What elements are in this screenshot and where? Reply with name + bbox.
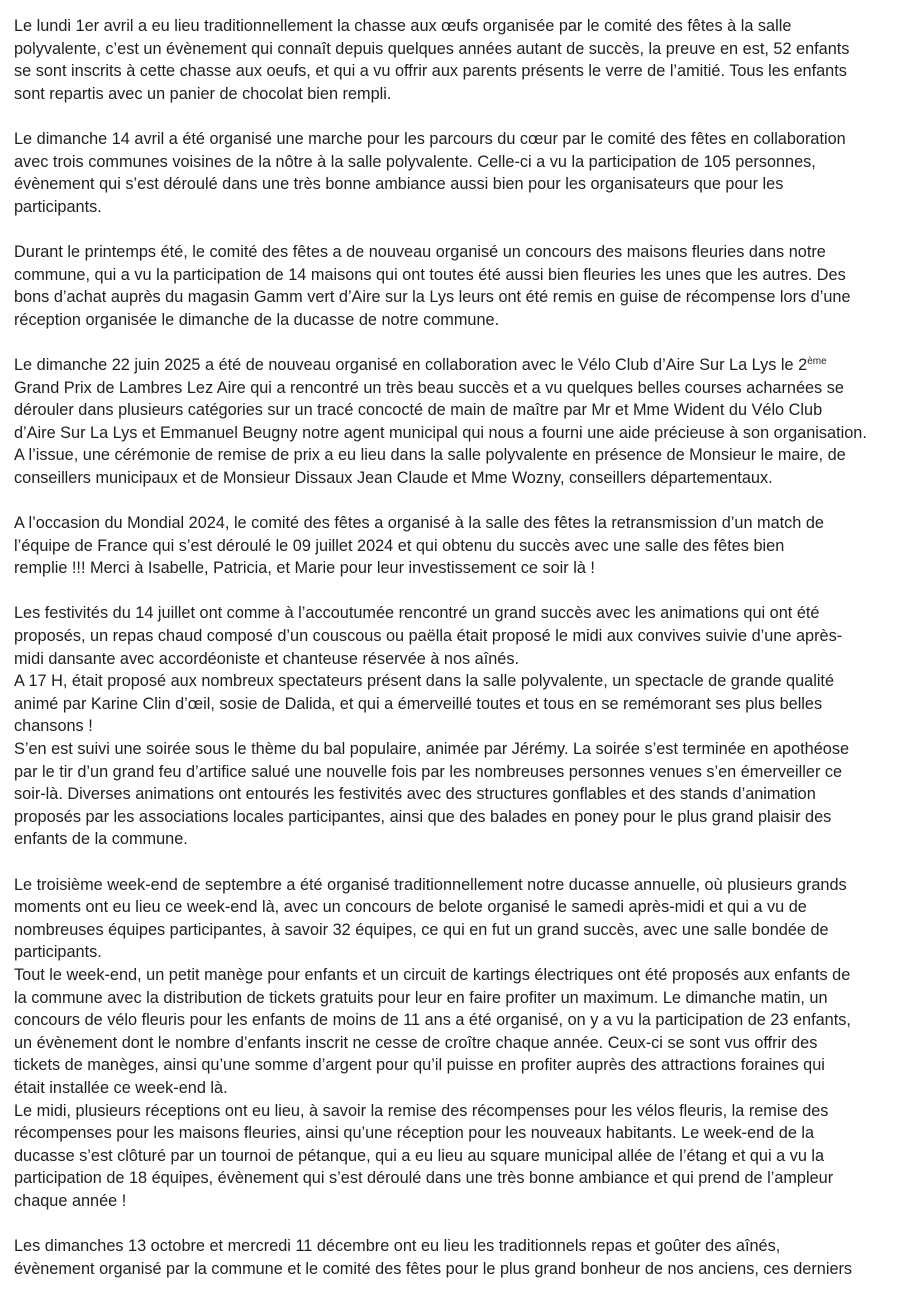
text-line: chaque année !: [14, 1191, 127, 1210]
text-line: Grand Prix de Lambres Lez Aire qui a rencontré un très beau succès et a vu quelques belles courses acharnées se: [14, 378, 844, 397]
text-line: polyvalente, c’est un évènement qui connaît depuis quelques années autant de succès, la preuve en est, 52 enfants: [14, 39, 850, 58]
text-line: A l’occasion du Mondial 2024, le comité des fêtes a organisé à la salle des fêtes la retransmission d’un match de: [14, 514, 824, 533]
text-line: l’équipe de France qui s’est déroulé le 09 juillet 2024 et qui obtenu du succès avec une salle des fêtes bien: [14, 536, 785, 555]
text-line: bons d’achat auprès du magasin Gamm vert d’Aire sur la Lys leurs ont été remis en guise de récompense lors d’une: [14, 288, 851, 307]
text-line: un évènement dont le nombre d’enfants inscrit ne cesse de croître chaque année. Ceux-ci se sont vus offrir des: [14, 1033, 818, 1052]
paragraph-easter-egg-hunt: [14, 0, 894, 105]
paragraph-grand-prix: [14, 354, 894, 490]
text-line: réception organisée le dimanche de la ducasse de notre commune.: [14, 310, 500, 329]
paragraph-mondial: [14, 512, 894, 580]
text-line: animé par Karine Clin d’œil, sosie de Dalida, et qui a émerveillé toutes et tous en se remémorant ses plus belles: [14, 694, 823, 713]
text-line: Le lundi 1er avril a eu lieu traditionnellement la chasse aux œufs organisée par le comité des fêtes à la salle: [14, 17, 792, 35]
paragraph-elders-meals: [14, 1235, 894, 1280]
text-line: remplie !!! Merci à Isabelle, Patricia, et Marie pour leur investissement ce soir là !: [14, 559, 595, 578]
text-line: soir-là. Diverses animations ont entourés les festivités avec des structures gonflables et des stands d’animation: [14, 785, 816, 804]
text-line: évènement qui s’est déroulé dans une très bonne ambiance aussi bien pour les organisateurs que pour les: [14, 175, 784, 194]
text-line: tickets de manèges, ainsi qu’une somme d’argent pour qu’il puisse en profiter auprès des attractions foraines qui: [14, 1056, 825, 1075]
text-line: proposés par les associations locales participantes, ainsi que des balades en poney pour le plus grand plaisir des: [14, 807, 832, 826]
text-line: concours de vélo fleuris pour les enfants de moins de 11 ans a été organisé, on y a vu la participation de 23 enfants,: [14, 1011, 851, 1030]
text-line: participants.: [14, 943, 102, 962]
text-line: A l’issue, une cérémonie de remise de prix a eu lieu dans la salle polyvalente en présence de Monsieur le maire, de: [14, 446, 846, 465]
text-line: récompenses pour les maisons fleuries, ainsi qu’une réception pour les nouveaux habitants. Le week-end de la: [14, 1124, 815, 1143]
text-line: se sont inscrits à cette chasse aux oeufs, et qui a vu offrir aux parents présents le verre de l’amitié. Tous les enfants: [14, 62, 847, 81]
text-line-part: Le dimanche 22 juin 2025 a été de nouveau organisé en collaboration avec le Vélo Club d’Aire Sur La Lys le 2: [14, 355, 808, 374]
ordinal-superscript: ème: [807, 355, 827, 367]
text-line: Durant le printemps été, le comité des fêtes a de nouveau organisé un concours des maisons fleuries dans notre: [14, 242, 826, 261]
paragraph-flowered-houses: [14, 241, 894, 331]
text-line: chansons !: [14, 717, 93, 736]
paragraph-ducasse: [14, 874, 894, 1213]
text-line: Tout le week-end, un petit manège pour enfants et un circuit de kartings électriques ont été proposés aux enfants de: [14, 965, 851, 984]
text-line: par le tir d’un grand feu d’artifice salué une nouvelle fois par les nombreuses personnes venues s’en émerveiller ce: [14, 762, 843, 781]
text-line: S’en est suivi une soirée sous le thème du bal populaire, animée par Jérémy. La soirée s’est terminée en apothéose: [14, 740, 850, 758]
text-line: A 17 H, était proposé aux nombreux spectateurs présent dans la salle polyvalente, un spectacle de grande qualité: [14, 672, 835, 691]
text-line: évènement organisé par la commune et le comité des fêtes pour le plus grand bonheur de nos anciens, ces derniers: [14, 1259, 853, 1278]
text-line: Les festivités du 14 juillet ont comme à l’accoutumée rencontré un grand succès avec les animations qui ont été: [14, 604, 820, 623]
document-page: [14, 0, 894, 1303]
text-line: Le dimanche 14 avril a été organisé une marche pour les parcours du cœur par le comité des fêtes en collaboration: [14, 129, 846, 148]
text-line: moments ont eu lieu ce week-end là, avec un concours de belote organisé le samedi après-midi et qui a vu de: [14, 898, 807, 917]
text-line: nombreuses équipes participantes, à savoir 32 équipes, ce qui en fut un grand succès, avec une salle bondée de: [14, 920, 829, 939]
text-line: avec trois communes voisines de la nôtre à la salle polyvalente. Celle-ci a vu la participation de 105 personnes,: [14, 152, 816, 171]
text-line: [14, 354, 894, 377]
text-line: conseillers municipaux et de Monsieur Dissaux Jean Claude et Mme Wozny, conseillers départementaux.: [14, 468, 773, 487]
paragraph-heart-walk: [14, 128, 894, 218]
text-line: participation de 18 équipes, évènement qui s’est déroulé dans une très bonne ambiance et qui prend de l’ampleur: [14, 1169, 834, 1188]
text-line: sont repartis avec un panier de chocolat bien rempli.: [14, 84, 392, 103]
text-line: la commune avec la distribution de tickets gratuits pour leur en faire profiter un maximum. Le dimanche matin, un: [14, 988, 828, 1007]
text-line: midi dansante avec accordéoniste et chanteuse réservée à nos aînés.: [14, 649, 520, 668]
paragraph-july-14: [14, 602, 894, 851]
text-line: ducasse s’est clôturé par un tournoi de pétanque, qui a eu lieu au square municipal allée de l’étang et qui a vu la: [14, 1146, 825, 1165]
text-line: enfants de la commune.: [14, 830, 188, 849]
text-line: Les dimanches 13 octobre et mercredi 11 décembre ont eu lieu les traditionnels repas et goûter des aînés,: [14, 1237, 781, 1256]
text-line: dérouler dans plusieurs catégories sur un tracé concocté de main de maître par Mr et Mme Wident du Vélo Club: [14, 401, 823, 420]
text-line: était installée ce week-end là.: [14, 1078, 228, 1097]
text-line: proposés, un repas chaud composé d’un couscous ou paëlla était proposé le midi aux convives suivie d’une après-: [14, 627, 843, 646]
text-line: commune, qui a vu la participation de 14 maisons qui ont toutes été aussi bien fleuries les unes que les autres. Des: [14, 265, 846, 284]
text-line: d’Aire Sur La Lys et Emmanuel Beugny notre agent municipal qui nous a fourni une aide précieuse à son organisation.: [14, 423, 867, 442]
text-line: Le troisième week-end de septembre a été organisé traditionnellement notre ducasse annuelle, où plusieurs grands: [14, 875, 847, 894]
text-line: participants.: [14, 197, 102, 216]
text-line: Le midi, plusieurs réceptions ont eu lieu, à savoir la remise des récompenses pour les vélos fleuris, la remise des: [14, 1101, 829, 1120]
